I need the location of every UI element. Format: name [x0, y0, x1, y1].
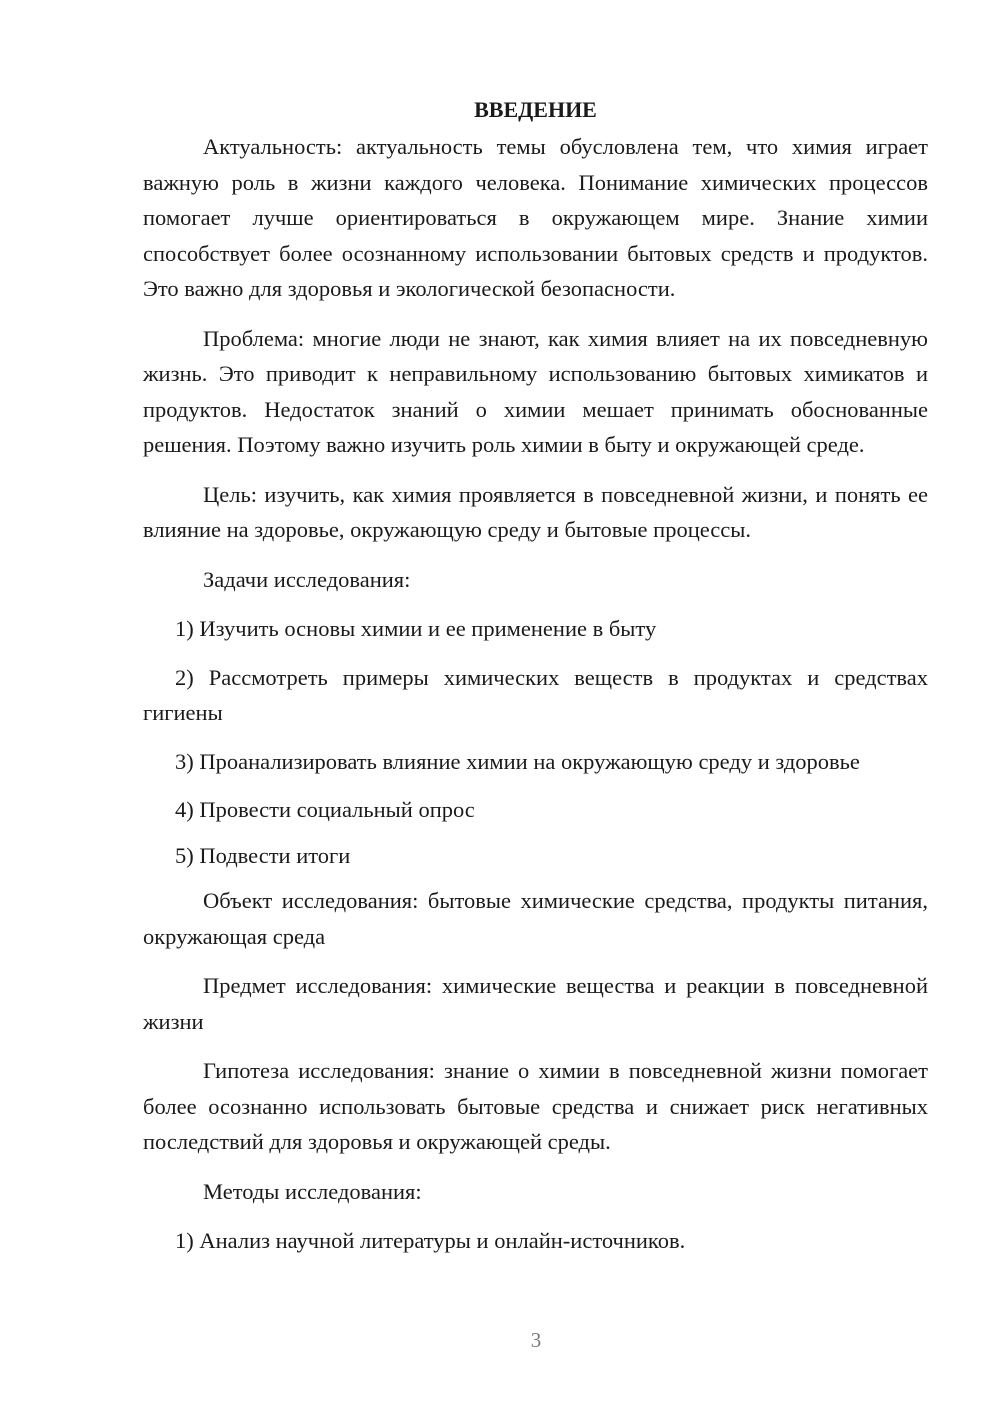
task-item: 3) Проанализировать влияние химии на окружающую среду и здоровье	[175, 748, 860, 774]
page-content	[143, 94, 928, 1272]
relevance-paragraph: Актуальность: актуальность темы обусловлена тем, что химия играет важную роль в жизни каждого человека. Понимание химических процессов помогает лучше ориентироваться в окружающем мире. Знание химии способствует более осознанному использовании бытовых средств и продуктов. Это важно для здоровья и экологической безопасности.	[143, 134, 928, 301]
object-paragraph: Объект исследования: бытовые химические средства, продукты питания, окружающая среда	[143, 888, 928, 949]
hypothesis-paragraph: Гипотеза исследования: знание о химии в повседневной жизни помогает более осознанно использовать бытовые средства и снижает риск негативных последствий для здоровья и окружающей среды.	[143, 1058, 928, 1154]
methods-heading: Методы исследования:	[203, 1178, 422, 1204]
tasks-heading: Задачи исследования:	[203, 566, 411, 592]
task-item: 5) Подвести итоги	[175, 842, 351, 868]
method-item: 1) Анализ научной литературы и онлайн-источников.	[175, 1228, 686, 1253]
task-item: 1) Изучить основы химии и ее применение в быту	[175, 616, 657, 641]
goal-paragraph: Цель: изучить, как химия проявляется в повседневной жизни, и понять ее влияние на здоровье, окружающую среду и бытовые процессы.	[143, 481, 928, 542]
problem-paragraph: Проблема: многие люди не знают, как химия влияет на их повседневную жизнь. Это приводит к неправильному использованию бытовых химикатов и продуктов. Недостаток знаний о химии мешает принимать обоснованные решения. Поэтому важно изучить роль химии в быту и окружающей среде.	[143, 325, 928, 457]
section-title: ВВЕДЕНИЕ	[474, 97, 597, 122]
task-item: 2) Рассмотреть примеры химических веществ в продуктах и средствах гигиены	[143, 664, 928, 725]
subject-paragraph: Предмет исследования: химические вещества и реакции в повседневной жизни	[143, 973, 928, 1034]
task-item: 4) Провести социальный опрос	[175, 797, 475, 822]
page-number: 3	[530, 1328, 542, 1352]
